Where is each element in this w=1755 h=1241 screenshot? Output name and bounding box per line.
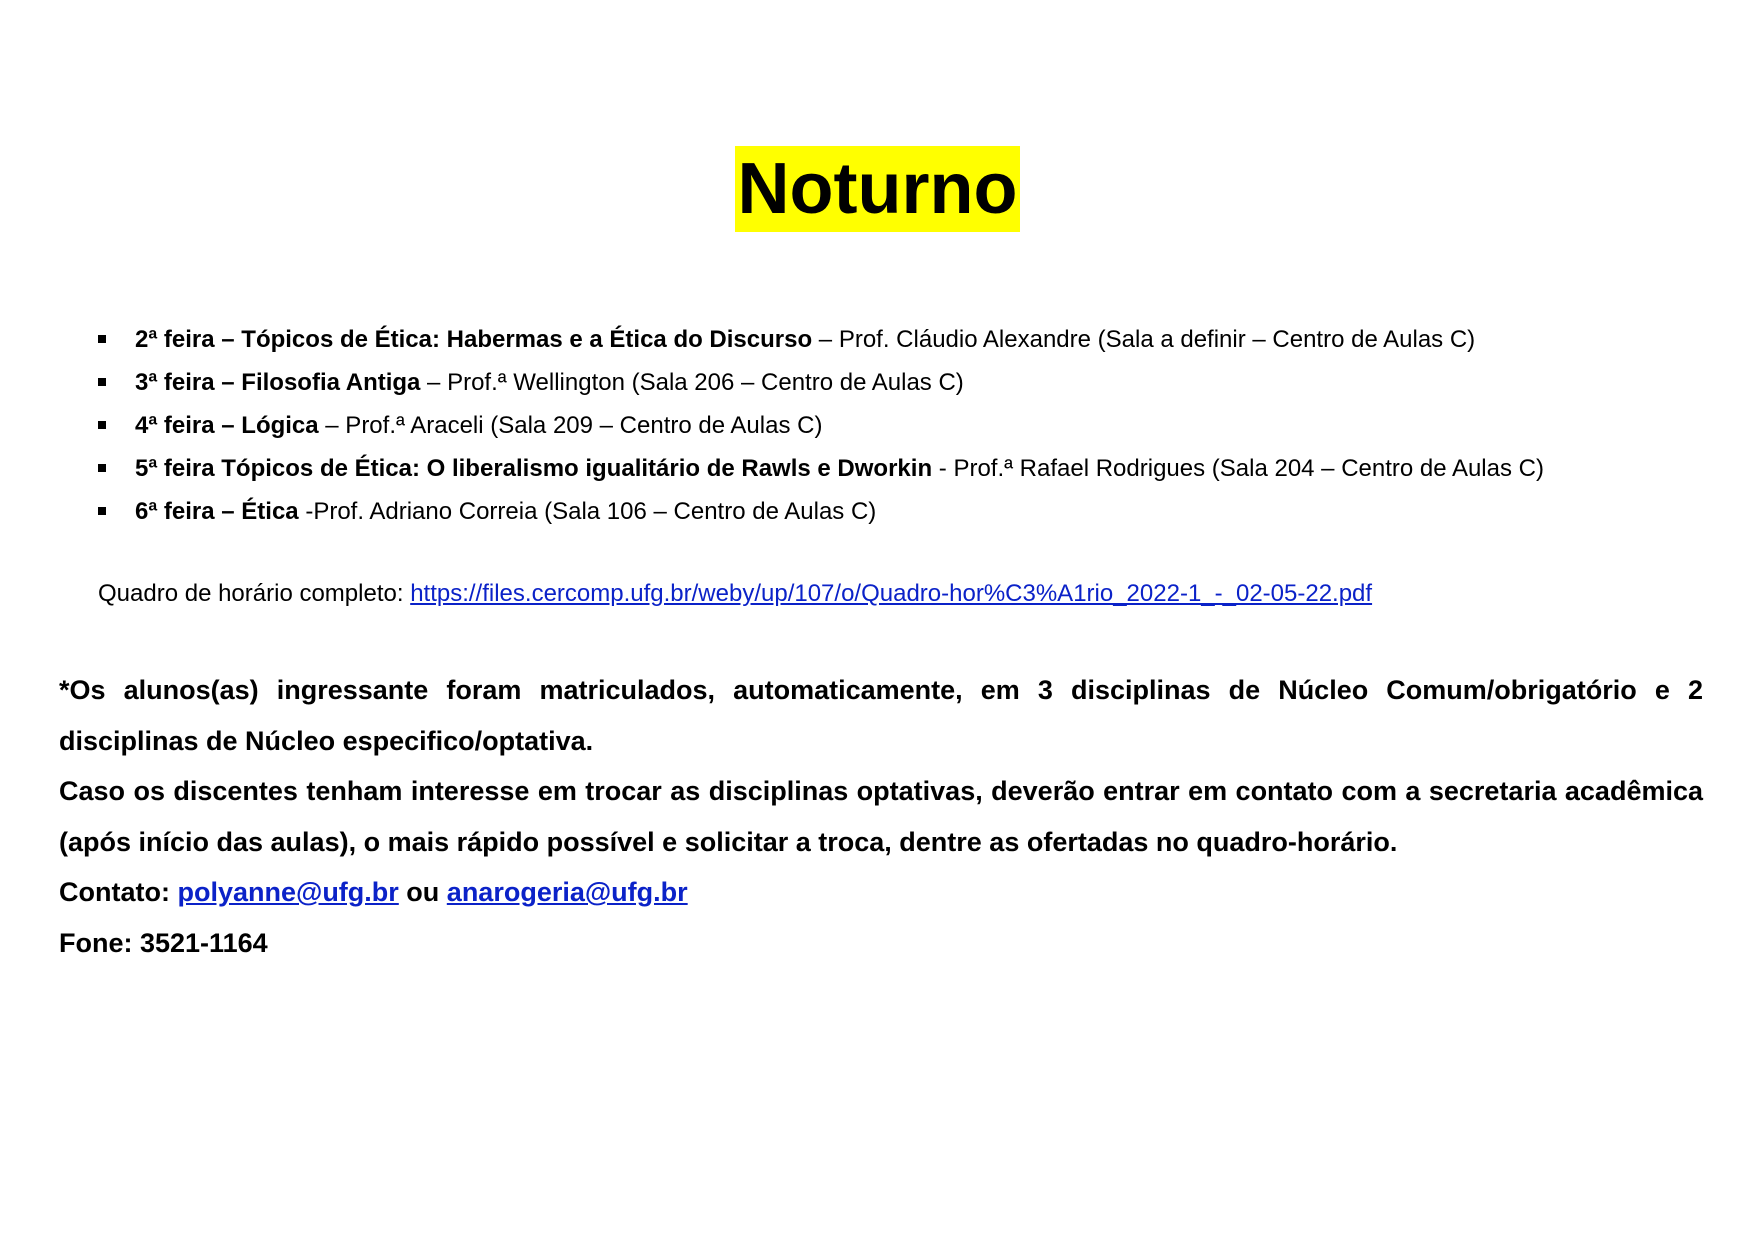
square-bullet-icon <box>98 335 106 343</box>
schedule-course: Tópicos de Ética: O liberalismo igualitário de Rawls e Dworkin <box>221 455 933 482</box>
phone-line: Fone: 3521-1164 <box>59 927 268 958</box>
schedule-item-friday <box>98 490 1544 533</box>
schedule-separator: – <box>214 498 242 525</box>
square-bullet-icon <box>98 378 106 386</box>
schedule-course: Filosofia Antiga <box>241 369 421 396</box>
schedule-day: 6ª feira <box>135 498 215 525</box>
square-bullet-icon <box>98 507 106 515</box>
email-link-anarogeria[interactable]: anarogeria@ufg.br <box>446 877 688 907</box>
title-container <box>0 146 1755 232</box>
schedule-list <box>98 318 1544 533</box>
schedule-item-monday <box>98 318 1544 361</box>
full-schedule-link[interactable]: https://files.cercomp.ufg.br/weby/up/107/o/Quadro-hor%C3%A1rio_2022-1_-_02-05-22.pdf <box>410 580 1373 607</box>
schedule-details: – Prof. Cláudio Alexandre (Sala a definir – Centro de Aulas C) <box>812 326 1476 353</box>
schedule-day: 4ª feira <box>135 412 215 439</box>
enrollment-note: *Os alunos(as) ingressante foram matriculados, automaticamente, em 3 disciplinas de Núcleo Comum/obrigatório e 2 disciplinas de Núcleo especifico/optativa. <box>59 675 1703 756</box>
schedule-item-wednesday <box>98 404 1544 447</box>
schedule-course: Lógica <box>241 412 319 439</box>
schedule-day: 5ª feira <box>135 455 215 482</box>
square-bullet-icon <box>98 421 106 429</box>
schedule-day: 3ª feira <box>135 369 215 396</box>
schedule-separator: – <box>214 369 242 396</box>
schedule-separator: – <box>214 412 242 439</box>
schedule-details: – Prof.ª Wellington (Sala 206 – Centro de Aulas C) <box>420 369 964 396</box>
schedule-details: - Prof.ª Rafael Rodrigues (Sala 204 – Centro de Aulas C) <box>932 455 1544 482</box>
contact-or: ou <box>398 877 447 907</box>
schedule-item-tuesday <box>98 361 1544 404</box>
schedule-day: 2ª feira <box>135 326 215 353</box>
schedule-details: – Prof.ª Araceli (Sala 209 – Centro de Aulas C) <box>318 412 823 439</box>
schedule-separator: – <box>214 326 242 353</box>
schedule-course: Tópicos de Ética: Habermas e a Ética do Discurso <box>241 326 813 353</box>
schedule-item-thursday <box>98 447 1544 490</box>
exchange-note: Caso os discentes tenham interesse em trocar as disciplinas optativas, deverão entrar em contato com a secretaria acadêmica (após início das aulas), o mais rápido possível e solicitar a troca, dentre as ofertadas no quadro-horário. <box>59 776 1703 857</box>
schedule-details: -Prof. Adriano Correia (Sala 106 – Centro de Aulas C) <box>298 498 877 525</box>
notes-section <box>59 665 1703 968</box>
page-title: Noturno <box>735 146 1021 232</box>
contact-label: Contato: <box>59 877 178 907</box>
contact-line <box>59 867 1703 918</box>
schedule-course: Ética <box>241 498 299 525</box>
full-schedule-line <box>98 580 1372 608</box>
full-schedule-label: Quadro de horário completo: <box>98 580 411 607</box>
email-link-polyanne[interactable]: polyanne@ufg.br <box>177 877 399 907</box>
square-bullet-icon <box>98 464 106 472</box>
